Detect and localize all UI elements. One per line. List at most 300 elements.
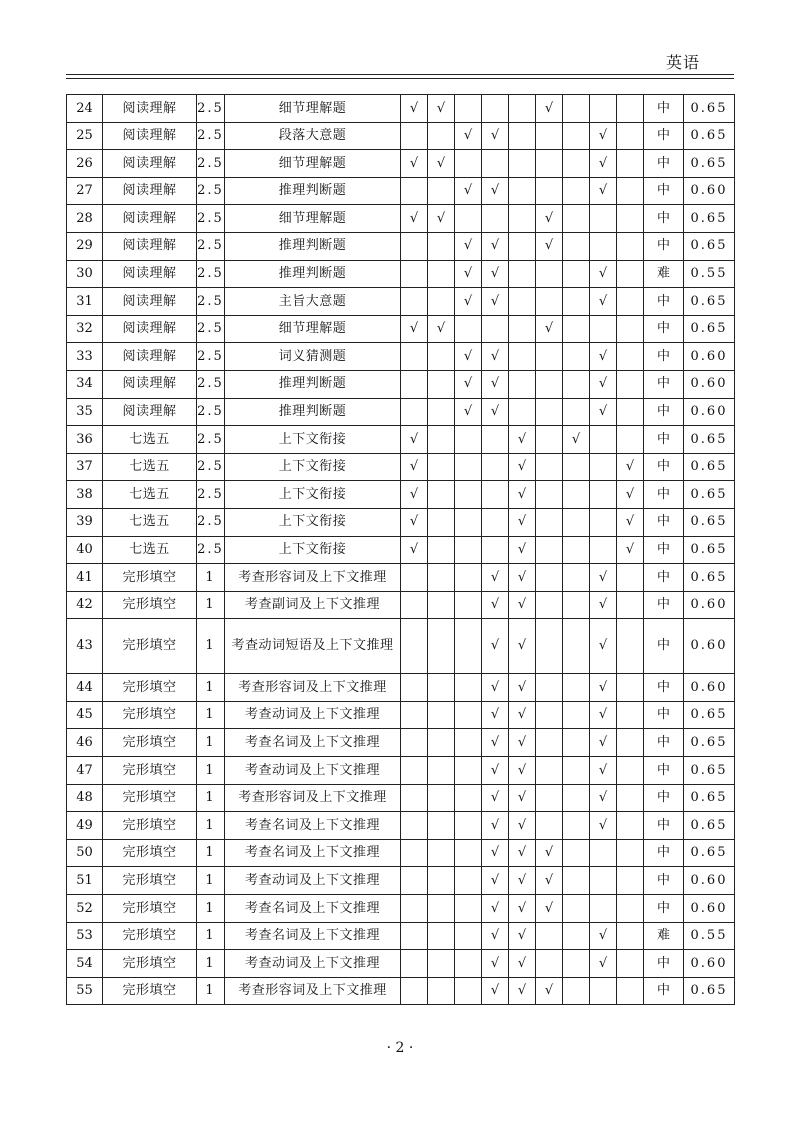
- question-type-cell: 完形填空: [103, 757, 197, 785]
- empty-cell: [563, 674, 590, 702]
- empty-cell: [455, 591, 482, 619]
- difficulty-level-cell: 难: [644, 260, 684, 288]
- check-mark-cell: √: [482, 591, 509, 619]
- empty-cell: [536, 177, 563, 205]
- check-mark-cell: √: [482, 674, 509, 702]
- check-mark-cell: √: [428, 95, 455, 123]
- check-mark-cell: √: [482, 288, 509, 316]
- difficulty-level-cell: 中: [644, 701, 684, 729]
- empty-cell: [563, 95, 590, 123]
- score-cell: 1: [197, 977, 225, 1005]
- question-type-cell: 阅读理解: [103, 232, 197, 260]
- content-cell: 段落大意题: [225, 122, 401, 150]
- page-number: · 2 ·: [386, 1040, 414, 1056]
- table-row: [67, 812, 735, 840]
- table-row: [67, 977, 735, 1005]
- question-type-cell: 七选五: [103, 453, 197, 481]
- empty-cell: [455, 536, 482, 564]
- empty-cell: [590, 508, 617, 536]
- content-cell: 推理判断题: [225, 177, 401, 205]
- check-mark-cell: √: [455, 398, 482, 426]
- empty-cell: [617, 150, 644, 178]
- empty-cell: [428, 922, 455, 950]
- empty-cell: [482, 315, 509, 343]
- score-cell: 2.5: [197, 260, 225, 288]
- empty-cell: [563, 205, 590, 233]
- empty-cell: [617, 205, 644, 233]
- empty-cell: [563, 812, 590, 840]
- check-mark-cell: √: [509, 453, 536, 481]
- empty-cell: [536, 757, 563, 785]
- empty-cell: [401, 674, 428, 702]
- empty-cell: [401, 591, 428, 619]
- check-mark-cell: √: [482, 839, 509, 867]
- empty-cell: [617, 895, 644, 923]
- content-cell: 考查名词及上下文推理: [225, 895, 401, 923]
- question-number-cell: 50: [67, 839, 103, 867]
- difficulty-level-cell: 中: [644, 619, 684, 674]
- empty-cell: [617, 812, 644, 840]
- empty-cell: [428, 288, 455, 316]
- empty-cell: [428, 784, 455, 812]
- empty-cell: [428, 729, 455, 757]
- check-mark-cell: √: [590, 812, 617, 840]
- empty-cell: [509, 150, 536, 178]
- check-mark-cell: √: [617, 453, 644, 481]
- empty-cell: [617, 839, 644, 867]
- empty-cell: [428, 701, 455, 729]
- empty-cell: [428, 453, 455, 481]
- empty-cell: [401, 867, 428, 895]
- table-row: [67, 398, 735, 426]
- check-mark-cell: √: [401, 508, 428, 536]
- question-type-cell: 完形填空: [103, 839, 197, 867]
- check-mark-cell: √: [482, 729, 509, 757]
- empty-cell: [428, 950, 455, 978]
- empty-cell: [455, 95, 482, 123]
- question-type-cell: 阅读理解: [103, 205, 197, 233]
- check-mark-cell: √: [401, 315, 428, 343]
- check-mark-cell: √: [509, 729, 536, 757]
- check-mark-cell: √: [428, 205, 455, 233]
- check-mark-cell: √: [482, 701, 509, 729]
- check-mark-cell: √: [617, 536, 644, 564]
- empty-cell: [590, 867, 617, 895]
- content-cell: 细节理解题: [225, 315, 401, 343]
- score-cell: 2.5: [197, 232, 225, 260]
- empty-cell: [590, 426, 617, 454]
- check-mark-cell: √: [590, 729, 617, 757]
- empty-cell: [617, 426, 644, 454]
- check-mark-cell: √: [401, 453, 428, 481]
- difficulty-level-cell: 中: [644, 867, 684, 895]
- empty-cell: [401, 977, 428, 1005]
- difficulty-value-cell: 0.65: [684, 729, 735, 757]
- question-number-cell: 52: [67, 895, 103, 923]
- question-number-cell: 27: [67, 177, 103, 205]
- score-cell: 2.5: [197, 370, 225, 398]
- empty-cell: [536, 591, 563, 619]
- check-mark-cell: √: [401, 205, 428, 233]
- empty-cell: [617, 674, 644, 702]
- check-mark-cell: √: [509, 619, 536, 674]
- content-cell: 考查名词及上下文推理: [225, 812, 401, 840]
- empty-cell: [401, 177, 428, 205]
- empty-cell: [536, 343, 563, 371]
- empty-cell: [401, 564, 428, 592]
- question-type-cell: 七选五: [103, 426, 197, 454]
- empty-cell: [509, 260, 536, 288]
- table-row: [67, 839, 735, 867]
- check-mark-cell: √: [455, 177, 482, 205]
- empty-cell: [509, 370, 536, 398]
- question-type-cell: 阅读理解: [103, 343, 197, 371]
- difficulty-level-cell: 中: [644, 315, 684, 343]
- difficulty-level-cell: 中: [644, 232, 684, 260]
- empty-cell: [536, 812, 563, 840]
- difficulty-value-cell: 0.60: [684, 895, 735, 923]
- check-mark-cell: √: [590, 370, 617, 398]
- empty-cell: [617, 564, 644, 592]
- check-mark-cell: √: [590, 950, 617, 978]
- empty-cell: [617, 922, 644, 950]
- difficulty-value-cell: 0.65: [684, 536, 735, 564]
- check-mark-cell: √: [617, 508, 644, 536]
- content-cell: 考查形容词及上下文推理: [225, 674, 401, 702]
- empty-cell: [401, 784, 428, 812]
- difficulty-value-cell: 0.55: [684, 260, 735, 288]
- difficulty-value-cell: 0.65: [684, 839, 735, 867]
- empty-cell: [563, 260, 590, 288]
- score-cell: 2.5: [197, 95, 225, 123]
- content-cell: 考查名词及上下文推理: [225, 839, 401, 867]
- question-number-cell: 37: [67, 453, 103, 481]
- empty-cell: [509, 232, 536, 260]
- empty-cell: [428, 508, 455, 536]
- check-mark-cell: √: [482, 812, 509, 840]
- empty-cell: [617, 232, 644, 260]
- empty-cell: [428, 839, 455, 867]
- empty-cell: [428, 867, 455, 895]
- header-rule-thin: [66, 78, 734, 79]
- table-row: [67, 757, 735, 785]
- check-mark-cell: √: [536, 839, 563, 867]
- difficulty-value-cell: 0.65: [684, 757, 735, 785]
- content-cell: 考查副词及上下文推理: [225, 591, 401, 619]
- empty-cell: [590, 536, 617, 564]
- empty-cell: [401, 370, 428, 398]
- content-cell: 主旨大意题: [225, 288, 401, 316]
- check-mark-cell: √: [482, 757, 509, 785]
- check-mark-cell: √: [590, 177, 617, 205]
- table-row: [67, 288, 735, 316]
- question-number-cell: 51: [67, 867, 103, 895]
- difficulty-value-cell: 0.55: [684, 922, 735, 950]
- empty-cell: [617, 757, 644, 785]
- difficulty-level-cell: 中: [644, 839, 684, 867]
- question-type-cell: 阅读理解: [103, 122, 197, 150]
- table-row: [67, 784, 735, 812]
- question-number-cell: 40: [67, 536, 103, 564]
- difficulty-value-cell: 0.65: [684, 205, 735, 233]
- difficulty-level-cell: 中: [644, 95, 684, 123]
- empty-cell: [401, 812, 428, 840]
- empty-cell: [401, 895, 428, 923]
- empty-cell: [617, 619, 644, 674]
- empty-cell: [590, 453, 617, 481]
- check-mark-cell: √: [455, 260, 482, 288]
- question-number-cell: 25: [67, 122, 103, 150]
- check-mark-cell: √: [563, 426, 590, 454]
- difficulty-level-cell: 中: [644, 895, 684, 923]
- question-type-cell: 完形填空: [103, 619, 197, 674]
- empty-cell: [536, 950, 563, 978]
- table-row: [67, 315, 735, 343]
- empty-cell: [536, 398, 563, 426]
- empty-cell: [563, 757, 590, 785]
- question-type-cell: 完形填空: [103, 922, 197, 950]
- empty-cell: [455, 839, 482, 867]
- empty-cell: [401, 729, 428, 757]
- check-mark-cell: √: [509, 426, 536, 454]
- empty-cell: [536, 784, 563, 812]
- check-mark-cell: √: [482, 260, 509, 288]
- difficulty-value-cell: 0.65: [684, 288, 735, 316]
- question-number-cell: 35: [67, 398, 103, 426]
- difficulty-level-cell: 中: [644, 426, 684, 454]
- empty-cell: [509, 205, 536, 233]
- empty-cell: [590, 977, 617, 1005]
- difficulty-level-cell: 中: [644, 370, 684, 398]
- empty-cell: [455, 564, 482, 592]
- check-mark-cell: √: [401, 426, 428, 454]
- table-row: [67, 564, 735, 592]
- difficulty-value-cell: 0.60: [684, 867, 735, 895]
- empty-cell: [509, 122, 536, 150]
- empty-cell: [563, 922, 590, 950]
- empty-cell: [617, 260, 644, 288]
- content-cell: 细节理解题: [225, 205, 401, 233]
- check-mark-cell: √: [401, 481, 428, 509]
- empty-cell: [617, 370, 644, 398]
- check-mark-cell: √: [482, 950, 509, 978]
- check-mark-cell: √: [509, 508, 536, 536]
- difficulty-value-cell: 0.65: [684, 784, 735, 812]
- empty-cell: [563, 950, 590, 978]
- empty-cell: [428, 564, 455, 592]
- difficulty-level-cell: 中: [644, 950, 684, 978]
- empty-cell: [509, 343, 536, 371]
- difficulty-value-cell: 0.65: [684, 701, 735, 729]
- check-mark-cell: √: [509, 757, 536, 785]
- content-cell: 推理判断题: [225, 260, 401, 288]
- difficulty-level-cell: 中: [644, 150, 684, 178]
- check-mark-cell: √: [482, 398, 509, 426]
- question-number-cell: 49: [67, 812, 103, 840]
- score-cell: 2.5: [197, 536, 225, 564]
- check-mark-cell: √: [482, 232, 509, 260]
- difficulty-value-cell: 0.65: [684, 453, 735, 481]
- difficulty-level-cell: 中: [644, 288, 684, 316]
- difficulty-value-cell: 0.65: [684, 232, 735, 260]
- question-type-cell: 完形填空: [103, 895, 197, 923]
- score-cell: 2.5: [197, 315, 225, 343]
- empty-cell: [401, 232, 428, 260]
- check-mark-cell: √: [590, 564, 617, 592]
- check-mark-cell: √: [536, 977, 563, 1005]
- question-type-cell: 阅读理解: [103, 177, 197, 205]
- check-mark-cell: √: [509, 784, 536, 812]
- check-mark-cell: √: [482, 564, 509, 592]
- content-cell: 上下文衔接: [225, 536, 401, 564]
- empty-cell: [617, 591, 644, 619]
- table-row: [67, 536, 735, 564]
- question-number-cell: 46: [67, 729, 103, 757]
- difficulty-level-cell: 中: [644, 591, 684, 619]
- table-row: [67, 453, 735, 481]
- empty-cell: [509, 398, 536, 426]
- question-type-cell: 完形填空: [103, 977, 197, 1005]
- empty-cell: [455, 757, 482, 785]
- question-type-cell: 七选五: [103, 536, 197, 564]
- empty-cell: [455, 701, 482, 729]
- empty-cell: [563, 977, 590, 1005]
- table-row: [67, 508, 735, 536]
- check-mark-cell: √: [428, 315, 455, 343]
- content-cell: 细节理解题: [225, 95, 401, 123]
- table-row: [67, 701, 735, 729]
- empty-cell: [617, 701, 644, 729]
- empty-cell: [563, 150, 590, 178]
- empty-cell: [563, 398, 590, 426]
- table-row: [67, 205, 735, 233]
- check-mark-cell: √: [509, 812, 536, 840]
- empty-cell: [455, 426, 482, 454]
- question-type-cell: 阅读理解: [103, 315, 197, 343]
- empty-cell: [563, 536, 590, 564]
- empty-cell: [482, 481, 509, 509]
- empty-cell: [455, 895, 482, 923]
- question-number-cell: 32: [67, 315, 103, 343]
- difficulty-level-cell: 中: [644, 398, 684, 426]
- empty-cell: [401, 260, 428, 288]
- difficulty-level-cell: 中: [644, 812, 684, 840]
- question-type-cell: 七选五: [103, 508, 197, 536]
- check-mark-cell: √: [482, 619, 509, 674]
- check-mark-cell: √: [482, 343, 509, 371]
- empty-cell: [428, 177, 455, 205]
- empty-cell: [482, 453, 509, 481]
- question-number-cell: 24: [67, 95, 103, 123]
- difficulty-value-cell: 0.60: [684, 177, 735, 205]
- empty-cell: [428, 977, 455, 1005]
- empty-cell: [428, 232, 455, 260]
- check-mark-cell: √: [401, 150, 428, 178]
- empty-cell: [455, 674, 482, 702]
- content-cell: 考查形容词及上下文推理: [225, 977, 401, 1005]
- empty-cell: [617, 177, 644, 205]
- check-mark-cell: √: [590, 922, 617, 950]
- score-cell: 2.5: [197, 343, 225, 371]
- empty-cell: [563, 729, 590, 757]
- empty-cell: [617, 950, 644, 978]
- difficulty-value-cell: 0.60: [684, 674, 735, 702]
- check-mark-cell: √: [590, 150, 617, 178]
- check-mark-cell: √: [590, 674, 617, 702]
- empty-cell: [401, 757, 428, 785]
- content-cell: 考查动词及上下文推理: [225, 950, 401, 978]
- empty-cell: [455, 977, 482, 1005]
- difficulty-level-cell: 中: [644, 122, 684, 150]
- difficulty-value-cell: 0.65: [684, 977, 735, 1005]
- empty-cell: [509, 177, 536, 205]
- empty-cell: [455, 922, 482, 950]
- check-mark-cell: √: [509, 977, 536, 1005]
- table-row: [67, 260, 735, 288]
- empty-cell: [401, 950, 428, 978]
- empty-cell: [563, 232, 590, 260]
- empty-cell: [563, 481, 590, 509]
- page-header-subject: 英语: [665, 53, 700, 72]
- check-mark-cell: √: [509, 591, 536, 619]
- table-row: [67, 591, 735, 619]
- content-cell: 上下文衔接: [225, 426, 401, 454]
- difficulty-value-cell: 0.60: [684, 591, 735, 619]
- check-mark-cell: √: [509, 564, 536, 592]
- check-mark-cell: √: [482, 370, 509, 398]
- check-mark-cell: √: [482, 922, 509, 950]
- check-mark-cell: √: [455, 122, 482, 150]
- table-row: [67, 150, 735, 178]
- empty-cell: [617, 95, 644, 123]
- question-number-cell: 47: [67, 757, 103, 785]
- content-cell: 上下文衔接: [225, 481, 401, 509]
- empty-cell: [536, 922, 563, 950]
- content-cell: 推理判断题: [225, 398, 401, 426]
- empty-cell: [428, 370, 455, 398]
- empty-cell: [428, 591, 455, 619]
- score-cell: 1: [197, 950, 225, 978]
- empty-cell: [455, 619, 482, 674]
- empty-cell: [401, 288, 428, 316]
- empty-cell: [428, 674, 455, 702]
- check-mark-cell: √: [590, 757, 617, 785]
- empty-cell: [617, 398, 644, 426]
- check-mark-cell: √: [482, 177, 509, 205]
- exam-analysis-table: [66, 94, 735, 1005]
- check-mark-cell: √: [590, 343, 617, 371]
- empty-cell: [536, 674, 563, 702]
- empty-cell: [536, 370, 563, 398]
- difficulty-value-cell: 0.65: [684, 481, 735, 509]
- check-mark-cell: √: [536, 895, 563, 923]
- empty-cell: [617, 122, 644, 150]
- difficulty-level-cell: 中: [644, 343, 684, 371]
- empty-cell: [401, 922, 428, 950]
- check-mark-cell: √: [590, 784, 617, 812]
- check-mark-cell: √: [509, 922, 536, 950]
- check-mark-cell: √: [509, 674, 536, 702]
- content-cell: 考查动词及上下文推理: [225, 701, 401, 729]
- question-type-cell: 阅读理解: [103, 95, 197, 123]
- empty-cell: [617, 288, 644, 316]
- question-type-cell: 阅读理解: [103, 398, 197, 426]
- difficulty-level-cell: 中: [644, 757, 684, 785]
- empty-cell: [617, 977, 644, 1005]
- empty-cell: [563, 453, 590, 481]
- table-row: [67, 867, 735, 895]
- empty-cell: [455, 508, 482, 536]
